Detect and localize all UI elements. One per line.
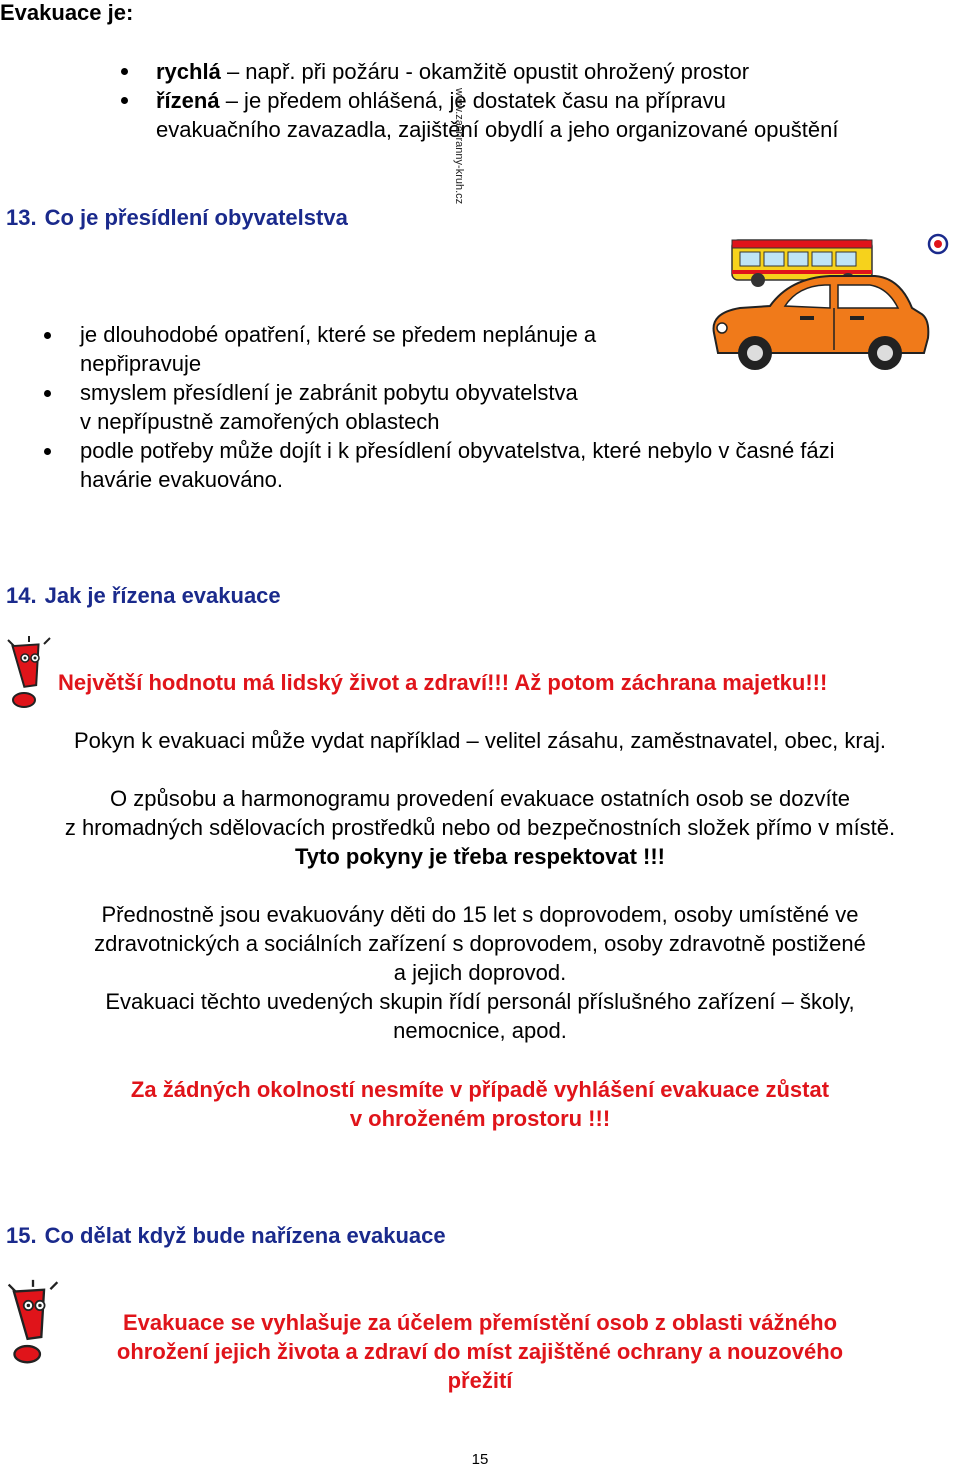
list-item-text: – např. při požáru - okamžitě opustit ohrožený prostor — [220, 59, 750, 84]
section-number: 13. — [6, 205, 37, 230]
list-item — [156, 86, 726, 115]
priority-alert: Největší hodnotu má lidský život a zdraví!!! Až potom záchrana majetku!!! — [58, 670, 828, 695]
list-item-cont: nepřipravuje — [80, 351, 202, 376]
paragraph: O způsobu a harmonogramu provedení evakuace ostatních osob se dozvíte — [110, 786, 850, 811]
list-item-text: – je předem ohlášená, je dostatek času na přípravu — [219, 88, 726, 113]
red-warning: Za žádných okolností nesmíte v případě vyhlášení evakuace zůstat — [130, 1077, 830, 1102]
red-info: přežití — [447, 1368, 513, 1393]
paragraph: z hromadných sdělovacích prostředků nebo od bezpečnostních složek přímo v místě. — [64, 815, 896, 840]
list-item-cont: havárie evakuováno. — [80, 467, 284, 492]
paragraph: zdravotnických a sociálních zařízení s doprovodem, osoby zdravotně postižené — [94, 931, 866, 956]
section-title: Co dělat když bude nařízena evakuace — [44, 1223, 446, 1248]
page-number: 15 — [471, 1451, 489, 1468]
exclamation-warning-icon — [4, 640, 54, 714]
list-item: smyslem přesídlení je zabránit pobytu obyvatelstva — [80, 380, 578, 405]
list-item — [156, 57, 749, 86]
section-number: 14. — [6, 583, 37, 608]
list-item-cont: v nepřípustně zamořených oblastech — [80, 409, 440, 434]
car-icon — [714, 276, 929, 370]
bullet — [121, 97, 128, 104]
section-title: Co je přesídlení obyvatelstva — [44, 205, 348, 230]
paragraph: a jejich doprovod. — [393, 960, 567, 985]
red-warning: v ohroženém prostoru !!! — [349, 1106, 611, 1131]
section-number: 15. — [6, 1223, 37, 1248]
evakuace-heading: Evakuace je: — [0, 0, 134, 25]
list-item: je dlouhodobé opatření, které se předem neplánuje a — [80, 322, 597, 347]
section-15-heading — [6, 1221, 446, 1250]
bullet — [44, 390, 51, 397]
section-title: Jak je řízena evakuace — [44, 583, 281, 608]
section-14-heading — [6, 581, 281, 610]
paragraph-bold: Tyto pokyny je třeba respektovat !!! — [294, 844, 665, 869]
bullet — [44, 332, 51, 339]
logo-icon — [929, 235, 947, 253]
paragraph: Evakuaci těchto uvedených skupin řídí personál příslušného zařízení – školy, — [105, 989, 855, 1014]
watermark: www.zachranny-kruh.cz — [453, 88, 465, 205]
paragraph: Přednostně jsou evakuovány děti do 15 let s doprovodem, osoby umístěné ve — [101, 902, 859, 927]
bullet — [121, 68, 128, 75]
section-13-heading — [6, 203, 348, 232]
list-item-term: řízená — [156, 88, 220, 113]
list-item-text-cont: evakuačního zavazadla, zajištění obydlí a jeho organizované opuštění — [156, 117, 839, 142]
red-info: ohrožení jejich života a zdraví do míst zajištěné ochrany a nouzového — [116, 1339, 844, 1364]
list-item-term: rychlá — [156, 59, 221, 84]
paragraph: nemocnice, apod. — [393, 1018, 567, 1043]
bullet — [44, 448, 51, 455]
red-info: Evakuace se vyhlašuje za účelem přemístění osob z oblasti vážného — [122, 1310, 838, 1335]
paragraph: Pokyn k evakuaci může vydat například – velitel zásahu, zaměstnavatel, obec, kraj. — [74, 728, 886, 753]
list-item: podle potřeby může dojít i k přesídlení obyvatelstva, které nebylo v časné fázi — [80, 438, 835, 463]
